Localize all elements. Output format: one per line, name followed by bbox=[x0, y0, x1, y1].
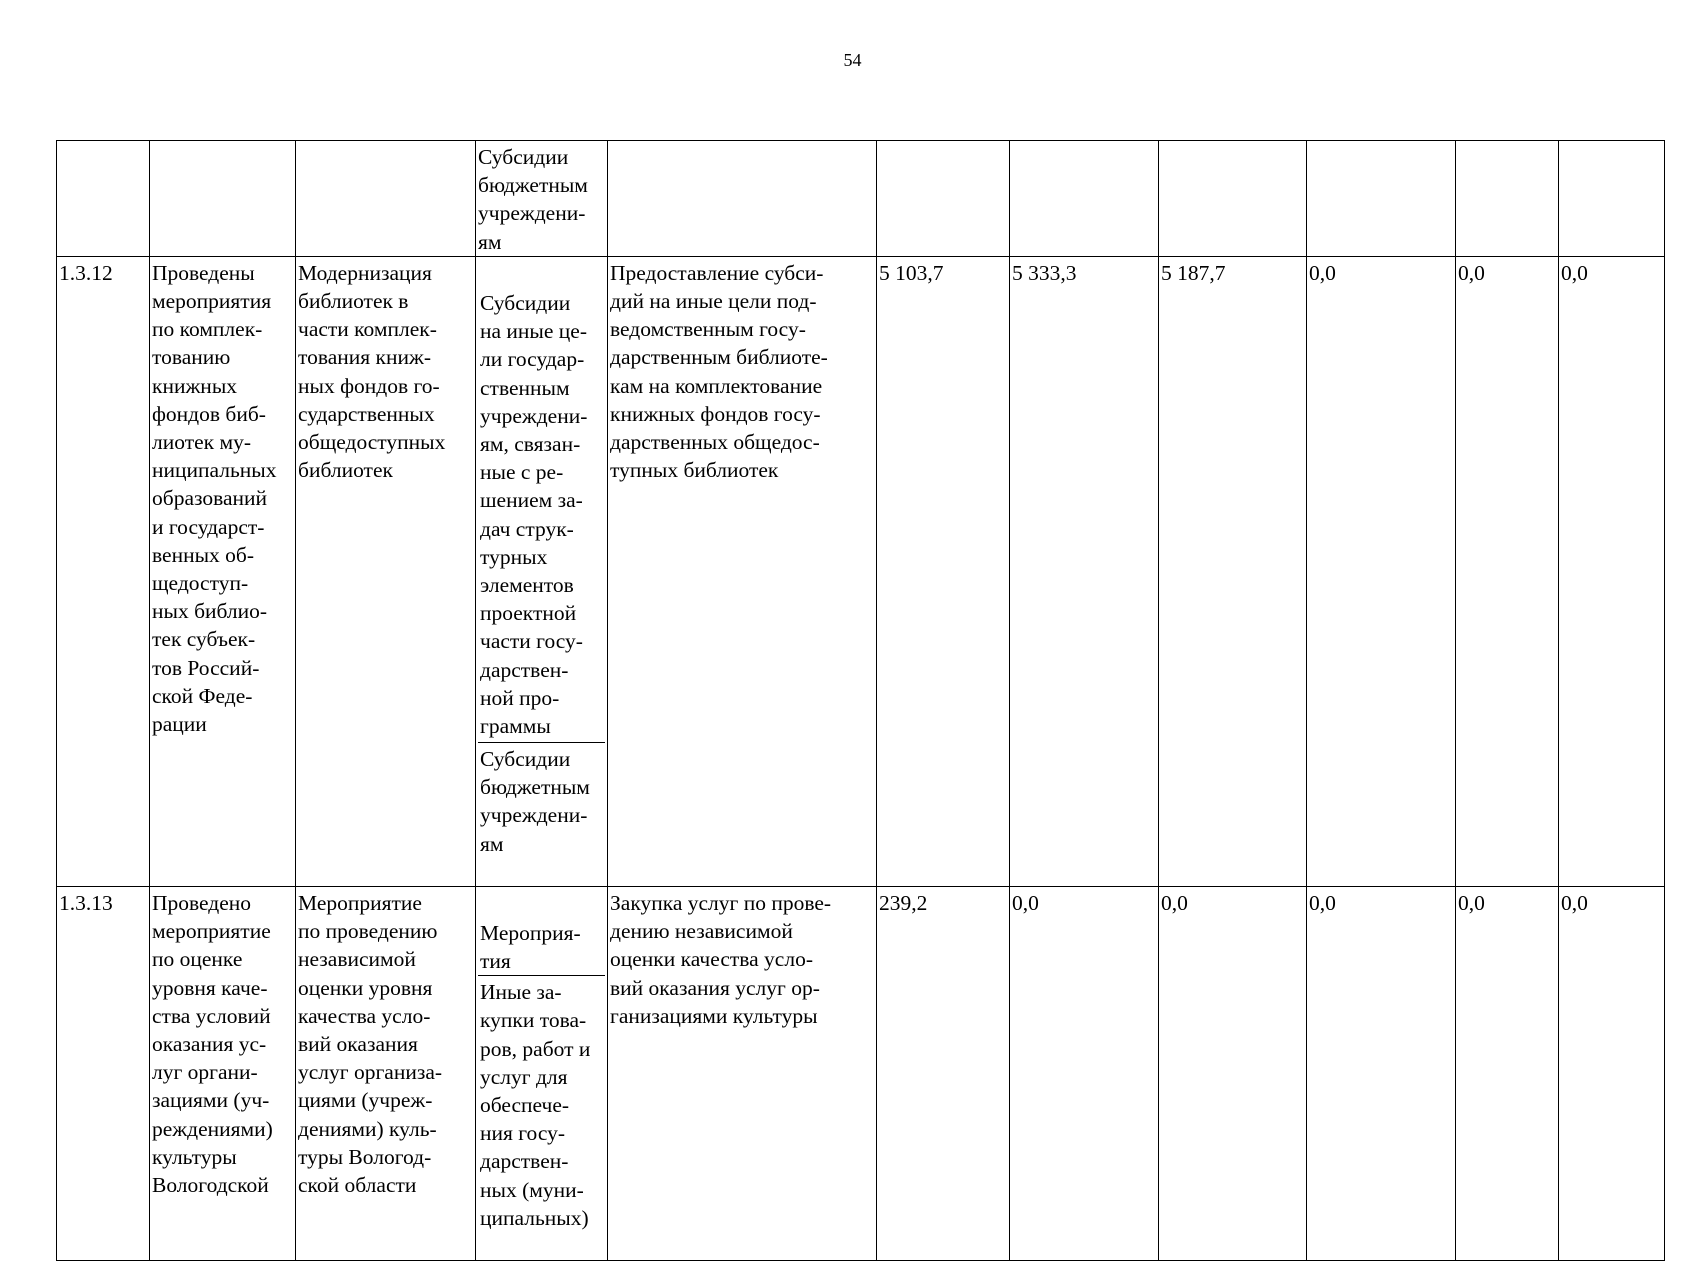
row-value-2: 0,0 bbox=[1010, 887, 1159, 1261]
cell-type: Субсидии бюджетным учреждени- ям bbox=[476, 141, 608, 257]
row-value-1: 239,2 bbox=[877, 887, 1010, 1261]
cell-value bbox=[1010, 141, 1159, 257]
cell-value bbox=[1559, 141, 1665, 257]
cell-description bbox=[608, 141, 877, 257]
row-result: Проведено мероприятие по оценке уровня каче- ства условий оказания ус- луг органи- зациями (уч- реждениями) культуры Вологодской bbox=[150, 887, 296, 1261]
row-value-4: 0,0 bbox=[1307, 887, 1456, 1261]
cell-value bbox=[877, 141, 1010, 257]
row-value-4: 0,0 bbox=[1307, 256, 1456, 886]
row-number: 1.3.12 bbox=[57, 256, 150, 886]
cell-value bbox=[1159, 141, 1307, 257]
row-value-3: 5 187,7 bbox=[1159, 256, 1307, 886]
page-number: 54 bbox=[843, 50, 862, 70]
row-value-2: 5 333,3 bbox=[1010, 256, 1159, 886]
row-value-6: 0,0 bbox=[1559, 887, 1665, 1261]
row-value-5: 0,0 bbox=[1456, 256, 1559, 886]
row-number: 1.3.13 bbox=[57, 887, 150, 1261]
row-type bbox=[476, 256, 608, 886]
table-row bbox=[57, 256, 1665, 886]
row-value-6: 0,0 bbox=[1559, 256, 1665, 886]
budget-table bbox=[56, 140, 1665, 1261]
cell-value bbox=[1456, 141, 1559, 257]
row-value-5: 0,0 bbox=[1456, 887, 1559, 1261]
cell-value bbox=[1307, 141, 1456, 257]
row-type-bottom: Субсидии бюджетным учреждени- ям bbox=[478, 742, 605, 858]
row-value-1: 5 103,7 bbox=[877, 256, 1010, 886]
row-type bbox=[476, 887, 608, 1261]
row-event: Модернизация библиотек в части комплек- тования книж- ных фондов го- сударственных общедоступных библиотек bbox=[296, 256, 476, 886]
row-type-top: Мероприя- тия bbox=[480, 921, 581, 974]
row-type-top: Субсидии на иные це- ли государ- ственным учреждени- ям, связан- ные с ре- шением за- дач струк- турных элементов проектной части госу- дарствен- ной про- граммы bbox=[480, 291, 588, 739]
row-type-bottom: Иные за- купки това- ров, работ и услуг для обеспече- ния госу- дарствен- ных (муни- ципальных) bbox=[478, 975, 605, 1232]
cell-num bbox=[57, 141, 150, 257]
cell-result bbox=[150, 141, 296, 257]
row-value-3: 0,0 bbox=[1159, 887, 1307, 1261]
row-result: Проведены мероприятия по комплек- тованию книжных фондов биб- лиотек му- ниципальных образований и государст- венных об- щедоступ- ных библио- тек субъек- тов Россий- ской Феде- рации bbox=[150, 256, 296, 886]
cell-event bbox=[296, 141, 476, 257]
table-row bbox=[57, 887, 1665, 1261]
row-description: Предоставление субси- дий на иные цели под- ведомственным госу- дарственным библиоте- кам на комплектование книжных фондов госу- дарственных общедос- тупных библиотек bbox=[608, 256, 877, 886]
row-event: Мероприятие по проведению независимой оценки уровня качества усло- вий оказания услуг организа- циями (учреж- дениями) куль- туры Вологод- ской области bbox=[296, 887, 476, 1261]
row-description: Закупка услуг по прове- дению независимой оценки качества усло- вий оказания услуг ор- ганизациями культуры bbox=[608, 887, 877, 1261]
table-row-continuation bbox=[57, 141, 1665, 257]
